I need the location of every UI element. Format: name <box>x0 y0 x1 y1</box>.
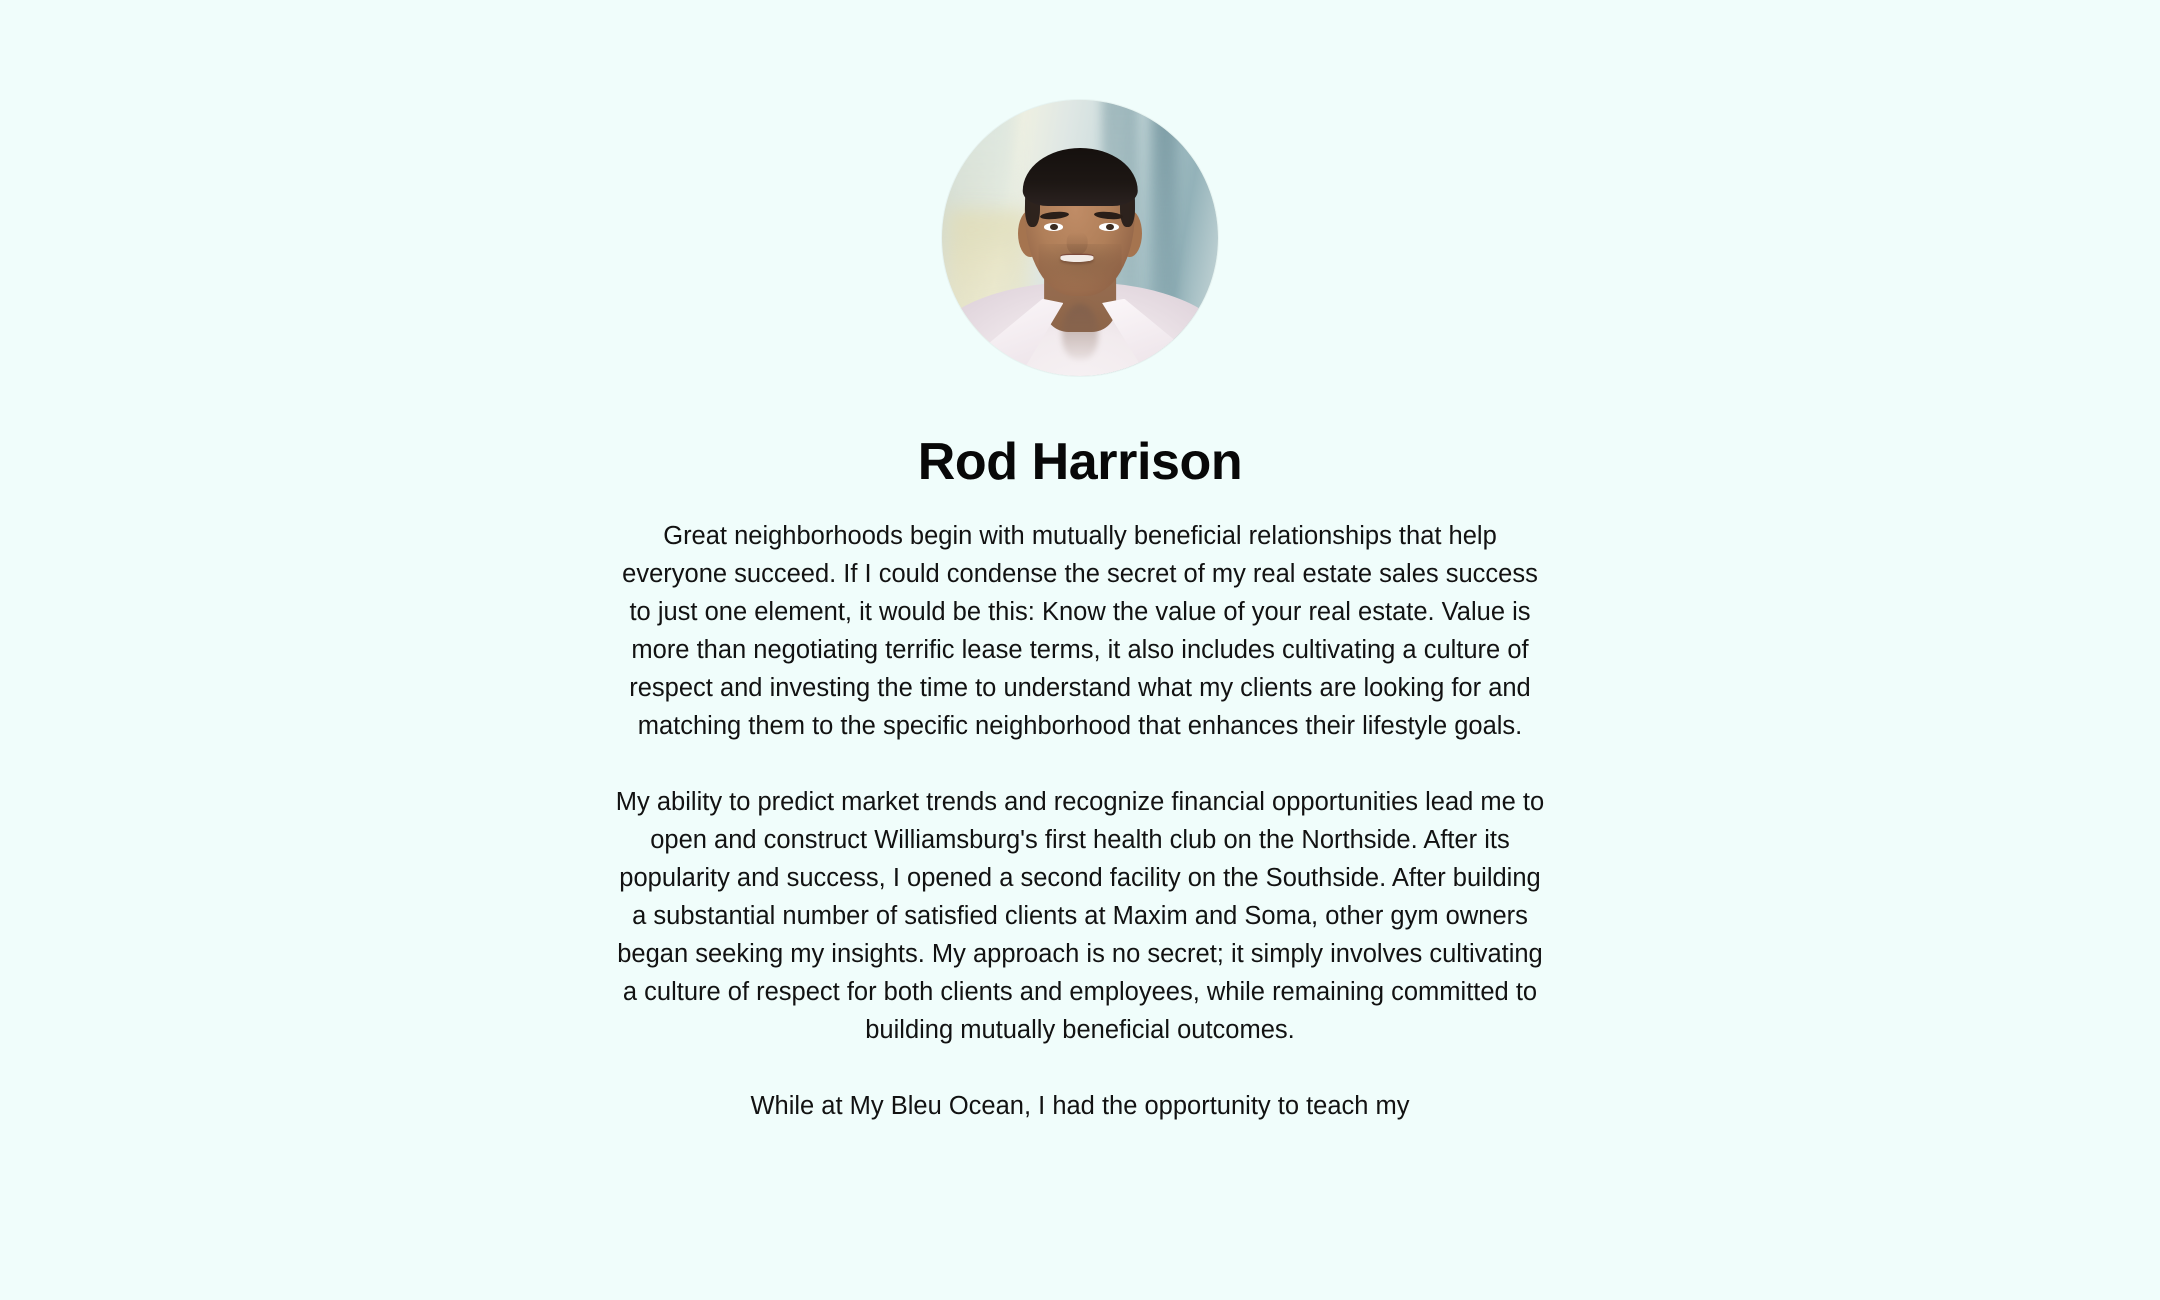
bio-paragraph: My ability to predict market trends and recognize financial opportunities lead me to open and construct Williamsburg's first health club on the Northside. After its popularity and success, I opened a second facility on the Southside. After building a substantial number of satisfied clients at Maxim and Soma, other gym owners began seeking my insights. My approach is no secret; it simply involves cultivating a culture of respect for both clients and employees, while remaining committed to building mutually beneficial outcomes. <box>615 788 1545 1045</box>
portrait-eye-left <box>1044 223 1063 231</box>
portrait-nose <box>1067 232 1088 254</box>
portrait-eye-right <box>1099 223 1118 231</box>
avatar-photo <box>942 100 1218 376</box>
portrait-collar-shadow <box>1062 304 1098 359</box>
portrait-mouth <box>1061 255 1094 262</box>
page-title: Rod Harrison <box>917 433 1243 491</box>
avatar <box>942 100 1218 376</box>
bio-paragraph: Great neighborhoods begin with mutually beneficial relationships that help everyone succeed. If I could condense the secret of my real estate sales success to just one element, it would be this: Know the value of your real estate. Value is more than negotiating terrific lease terms, it also includes cultivating a culture of respect and investing the time to understand what my clients are looking for and matching them to the specific neighborhood that enhances their lifestyle goals. <box>622 522 1538 741</box>
bio-paragraph: While at My Bleu Ocean, I had the opportunity to teach my <box>750 1092 1410 1121</box>
profile-bio <box>610 517 1550 1125</box>
